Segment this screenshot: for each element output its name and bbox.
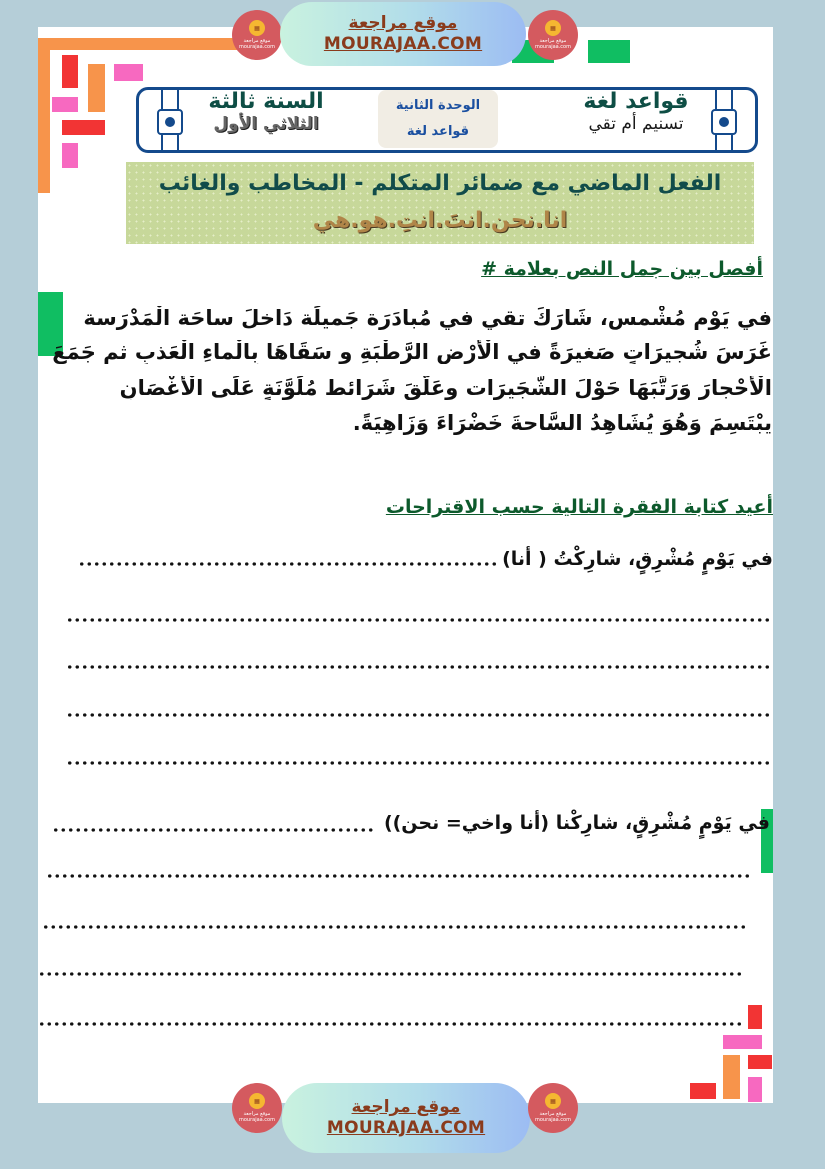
brand-name-arabic: موقع مراجعة [351, 1097, 461, 1117]
corner-bar [62, 55, 78, 88]
green-block [588, 40, 630, 63]
corner-bar [723, 1035, 762, 1049]
corner-bar [62, 143, 78, 168]
unit-topic: قواعد لغة [406, 124, 470, 139]
answer-line[interactable] [66, 760, 773, 766]
pronouns-list: انا.نحن.انتَ.انتِ.هو.هي [312, 208, 568, 233]
answer-line[interactable] [52, 827, 374, 833]
lesson-title: الفعل الماضي مع ضمائر المتكلم - المخاطب والغائب [158, 171, 722, 196]
subject-subtitle: تسنيم أم تقي [588, 114, 684, 134]
subject-block [560, 89, 712, 134]
book-logo-icon: ▦ [249, 20, 265, 36]
unit-box [378, 90, 498, 148]
term-label: الثلاثي الأول [213, 114, 319, 134]
grade-block [186, 89, 346, 134]
answer-line[interactable] [66, 617, 773, 623]
paragraph-line-1: في يَوْمٍ مُشْمس، شَارَكَ تقي في مُبادَرَة جَميلَة دَاخلَ ساحَة الْمَدْرَسة [83, 306, 772, 330]
prompt-plural: في يَوْمٍ مُشْرِقٍ، شارِكْنا (أنا واخي= نحن)) [383, 812, 770, 834]
prompt-first-person: في يَوْمٍ مُشْرِقٍ، شارِكْتُ ( أنا) [502, 548, 773, 570]
badge-text: موقع مراجعة mourajaa.com [238, 38, 275, 50]
answer-line[interactable] [78, 561, 498, 567]
corner-bar [723, 1055, 740, 1099]
exercise1-instruction: أفصل بين جمل النص بعلامة # [481, 258, 763, 280]
badge-text: موقع مراجعة mourajaa.com [238, 1111, 275, 1123]
corner-bar [52, 97, 78, 112]
lesson-title-band [126, 162, 754, 244]
brand-name-english: MOURAJAA.COM [326, 1118, 486, 1138]
answer-line[interactable] [42, 924, 748, 930]
grade-title: السنة ثالثة [208, 89, 324, 114]
subject-title: قواعد لغة [583, 89, 689, 114]
corner-bar [38, 38, 50, 193]
badge-text: موقع مراجعة mourajaa.com [534, 38, 571, 50]
brand-badge-left-bottom[interactable] [232, 1083, 282, 1133]
answer-line[interactable] [46, 873, 752, 879]
corner-bar [748, 1055, 772, 1069]
paragraph-line-4: يبْتَسِمَ وَهُوَ يُشَاهِدُ السَّاحةَ خَضْرَاءَ وَزَاهِيَةً. [352, 411, 772, 435]
corner-decoration-top-left [38, 38, 238, 50]
brand-name-arabic: موقع مراجعة [348, 13, 458, 33]
corner-bar [690, 1083, 716, 1099]
corner-bar [62, 120, 105, 135]
brand-banner-top[interactable] [280, 2, 526, 66]
paragraph-line-2: غَرَسَ شُجيرَاتٍ صَغيرَةً في الْأَرْضِ الرَّطْبَةِ و سَقَاهَا بِالْماءِ الْعَذبِ ثم جَمَعَ [52, 340, 772, 364]
book-logo-icon: ▦ [545, 1093, 561, 1109]
book-logo-icon: ▦ [249, 1093, 265, 1109]
brand-banner-bottom[interactable] [282, 1083, 530, 1153]
corner-bar [748, 1077, 762, 1102]
brand-badge-right[interactable] [528, 10, 578, 60]
header-knob-left [157, 109, 183, 135]
answer-line[interactable] [38, 971, 744, 977]
exercise2-instruction: أعيد كتابة الفقرة التالية حسب الاقتراحات [385, 496, 773, 518]
book-logo-icon: ▦ [545, 20, 561, 36]
brand-name-english: MOURAJAA.COM [323, 34, 483, 54]
corner-bar [88, 64, 105, 112]
paragraph-line-3: الْأَحْجارَ وَرَتَّبَهَا حَوْلَ الشُّجَيرَات وعَلَّقَ شَرَائط مُلَوَّنَةٍ عَلَى الْأَغْصَانِ [119, 376, 772, 400]
brand-badge-right-bottom[interactable] [528, 1083, 578, 1133]
unit-label: الوحدة الثانية [395, 98, 481, 113]
answer-line[interactable] [66, 664, 773, 670]
header-knob-right [711, 109, 737, 135]
brand-badge-left[interactable] [232, 10, 282, 60]
answer-line[interactable] [38, 1021, 744, 1027]
answer-line[interactable] [66, 712, 773, 718]
badge-text: موقع مراجعة mourajaa.com [534, 1111, 571, 1123]
corner-bar [114, 64, 143, 81]
corner-bar [748, 1005, 762, 1029]
